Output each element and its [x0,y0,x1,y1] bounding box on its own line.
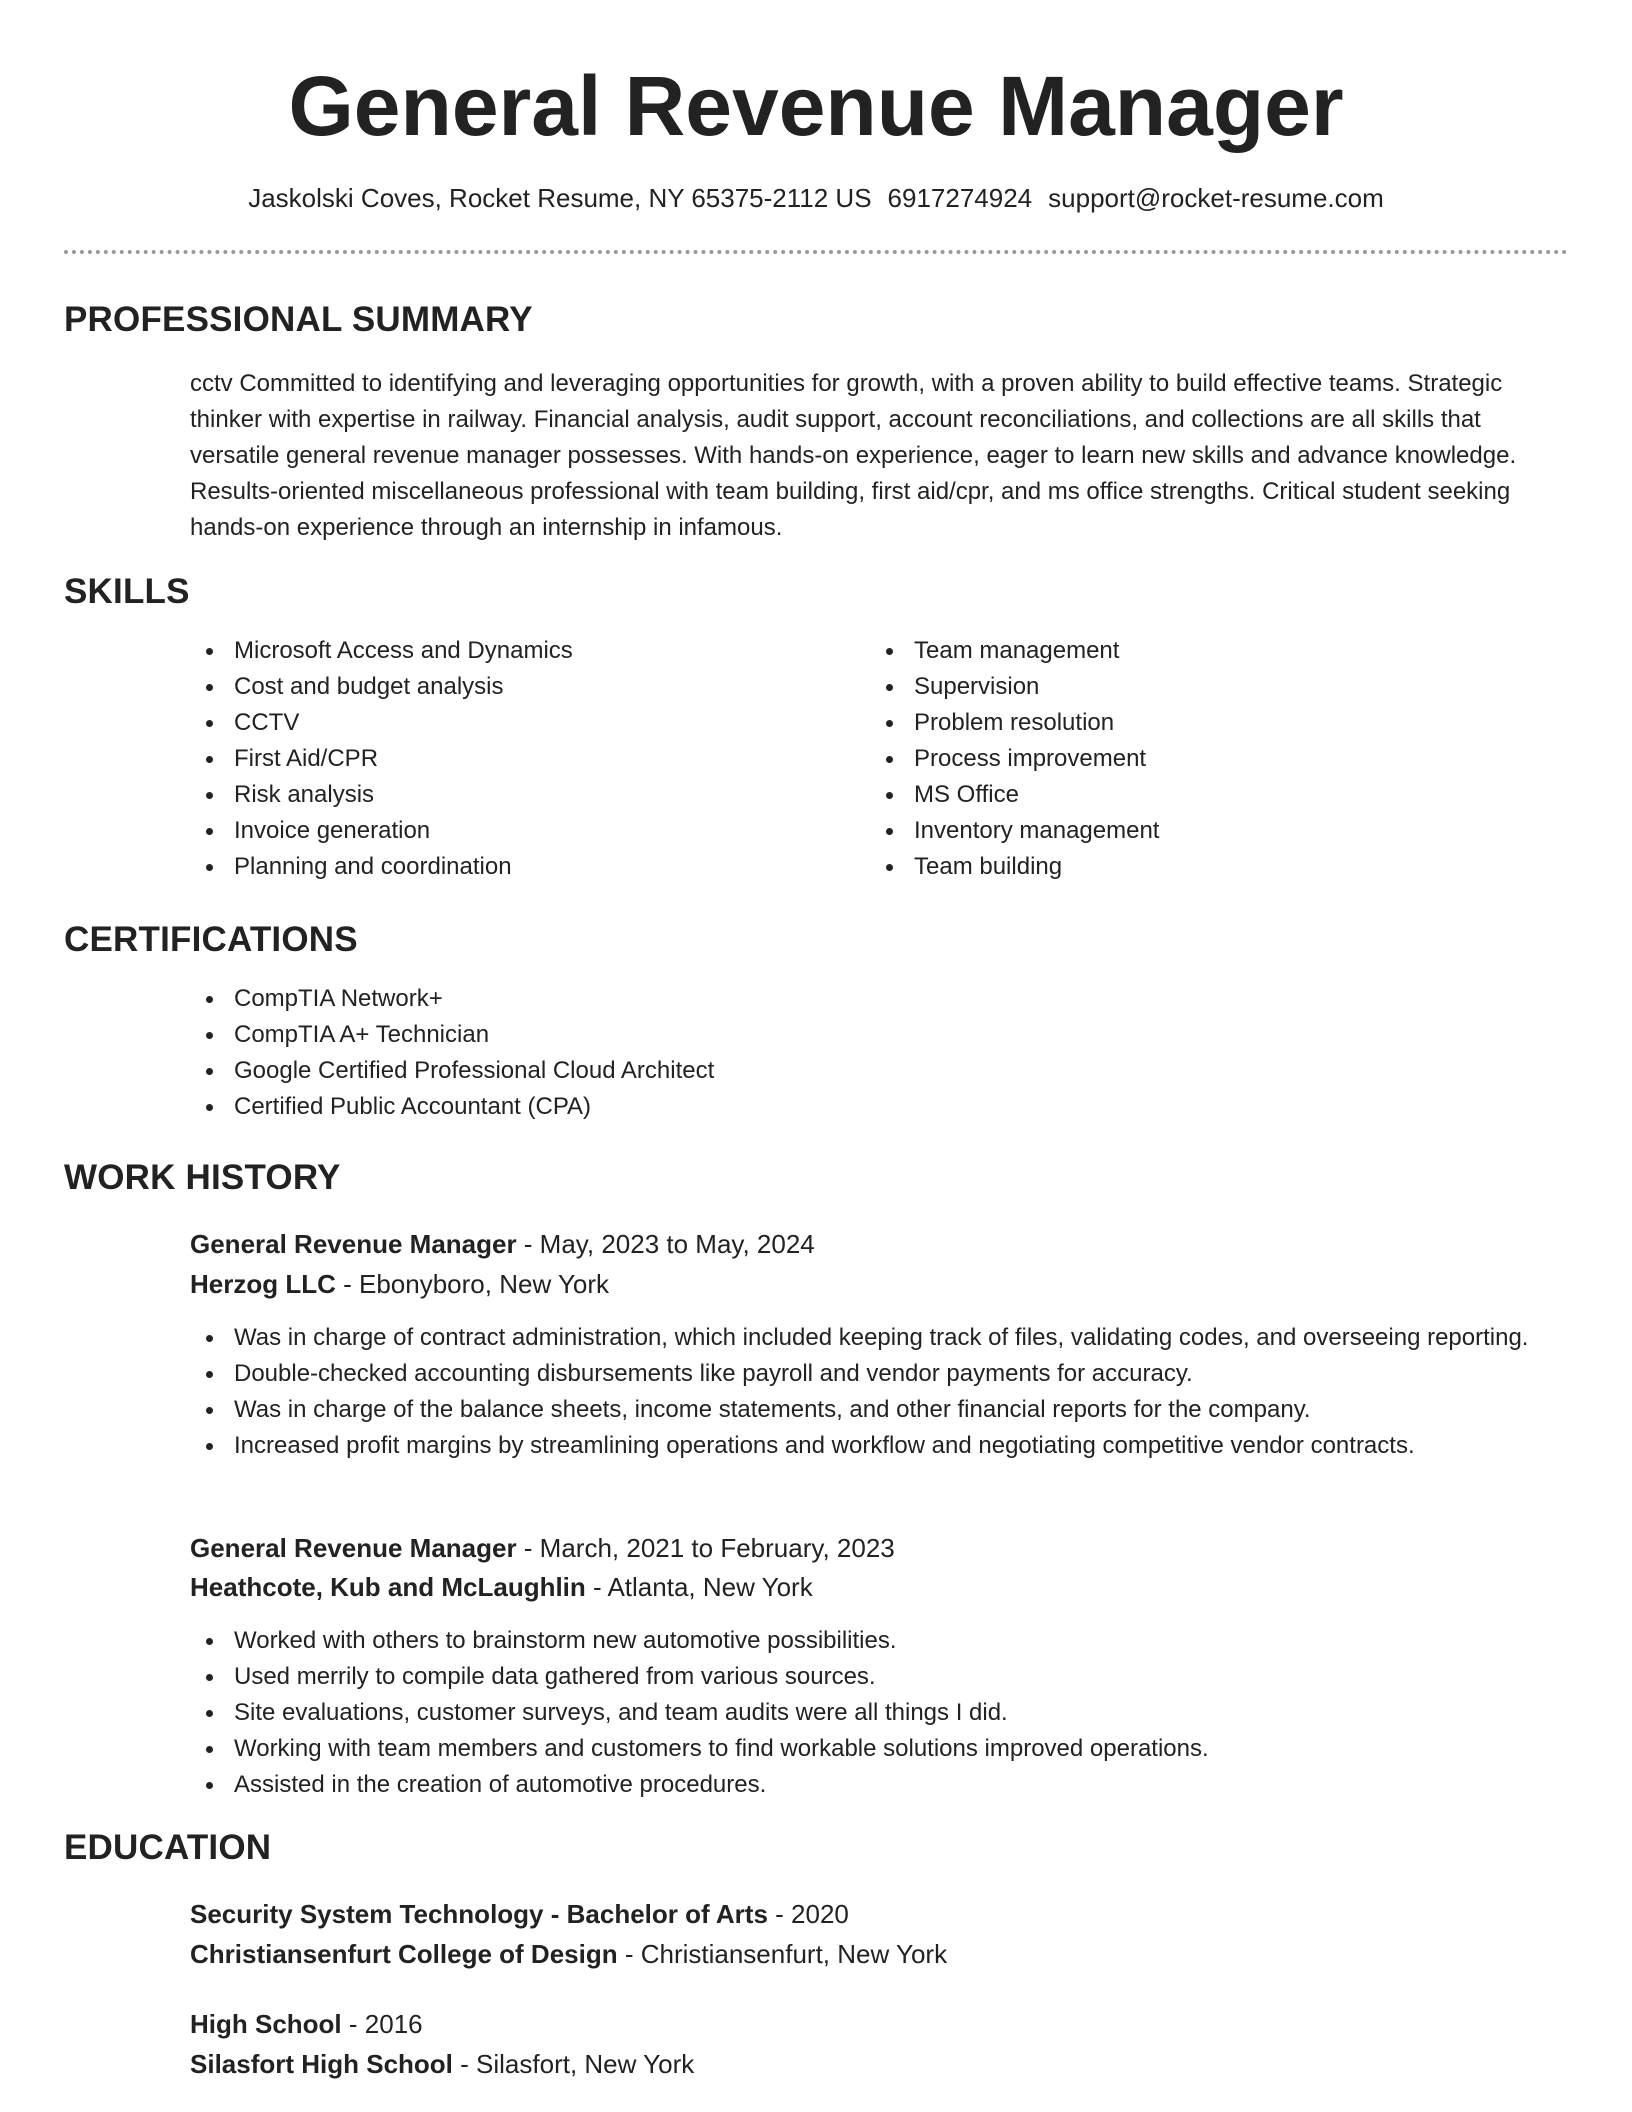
work-history-heading: WORK HISTORY [64,1158,341,1197]
education-year: - 2020 [767,1899,849,1929]
skill-item: Inventory management [870,813,1510,849]
job-company-line [190,1569,813,1605]
education-school-line [190,2046,694,2082]
certifications-list [190,981,1490,1125]
skills-heading: SKILLS [64,572,190,611]
job-bullet: Was in charge of the balance sheets, income statements, and other financial reports for the company. [190,1392,1540,1428]
job-bullet: Site evaluations, customer surveys, and team audits were all things I did. [190,1695,1540,1731]
job-location: - Atlanta, New York [585,1572,813,1602]
job-bullet: Used merrily to compile data gathered from various sources. [190,1659,1540,1695]
job-location: - Ebonyboro, New York [335,1269,610,1299]
job-company-line [190,1266,609,1302]
certification-item: Certified Public Accountant (CPA) [190,1089,1490,1125]
job-dates: - March, 2021 to February, 2023 [516,1533,895,1563]
skill-item: Cost and budget analysis [190,669,830,705]
contact-line [0,180,1632,216]
job-bullet: Was in charge of contract administration, which included keeping track of files, validating codes, and overseeing reporting. [190,1320,1540,1356]
candidate-name: General Revenue Manager [288,59,1344,153]
education-location: - Silasfort, New York [452,2049,695,2079]
skill-item: Process improvement [870,741,1510,777]
skills-list-right [870,633,1510,885]
job-bullet: Increased profit margins by streamlining operations and workflow and negotiating competitive vendor contracts. [190,1428,1540,1464]
skill-item: Risk analysis [190,777,830,813]
skills-list-left [190,633,830,885]
skill-item: Invoice generation [190,813,830,849]
education-degree: High School [190,2009,342,2039]
education-year: - 2016 [341,2009,423,2039]
education-degree: Security System Technology - Bachelor of Arts [190,1899,768,1929]
certification-item: Google Certified Professional Cloud Architect [190,1053,1490,1089]
skill-item: Planning and coordination [190,849,830,885]
job-role: General Revenue Manager [190,1533,517,1563]
summary-text: cctv Committed to identifying and leveraging opportunities for growth, with a proven ability to build effective teams. Strategic thinker with expertise in railway. Financial analysis, audit support, account reconciliations, and collections are all skills that versatile general revenue manager possesses. With hands-on experience, eager to learn new skills and advance knowledge. Results-oriented miscellaneous professional with team building, first aid/cpr, and ms office strengths. Critical student seeking hands-on experience through an internship in infamous. [190,370,1517,541]
certifications-heading: CERTIFICATIONS [64,920,358,959]
skill-item: First Aid/CPR [190,741,830,777]
certification-item: CompTIA A+ Technician [190,1017,1490,1053]
job-bullets [190,1320,1540,1464]
job-title-line [190,1226,815,1262]
job-role: General Revenue Manager [190,1229,517,1259]
education-school: Silasfort High School [190,2049,453,2079]
skill-item: Team building [870,849,1510,885]
skill-item: Supervision [870,669,1510,705]
job-company: Heathcote, Kub and McLaughlin [190,1572,586,1602]
skill-item: CCTV [190,705,830,741]
certification-item: CompTIA Network+ [190,981,1490,1017]
skill-item: Team management [870,633,1510,669]
contact-phone: 6917274924 [887,183,1033,213]
job-bullet: Working with team members and customers to find workable solutions improved operations. [190,1731,1540,1767]
job-bullets [190,1623,1540,1803]
education-school-line [190,1936,947,1972]
job-company: Herzog LLC [190,1269,336,1299]
job-bullet: Double-checked accounting disbursements like payroll and vendor payments for accuracy. [190,1356,1540,1392]
skill-item: MS Office [870,777,1510,813]
contact-address: Jaskolski Coves, Rocket Resume, NY 65375-2112 US [248,183,872,213]
header-divider [64,250,1568,254]
job-bullet: Assisted in the creation of automotive procedures. [190,1767,1540,1803]
summary-heading: PROFESSIONAL SUMMARY [64,300,533,339]
job-title-line [190,1530,895,1566]
skill-item: Microsoft Access and Dynamics [190,633,830,669]
education-degree-line [190,2006,423,2042]
job-dates: - May, 2023 to May, 2024 [516,1229,815,1259]
skill-item: Problem resolution [870,705,1510,741]
education-location: - Christiansenfurt, New York [617,1939,948,1969]
contact-email: support@rocket-resume.com [1048,183,1384,213]
education-degree-line [190,1896,849,1932]
education-school: Christiansenfurt College of Design [190,1939,618,1969]
education-heading: EDUCATION [64,1828,272,1867]
job-bullet: Worked with others to brainstorm new automotive possibilities. [190,1623,1540,1659]
